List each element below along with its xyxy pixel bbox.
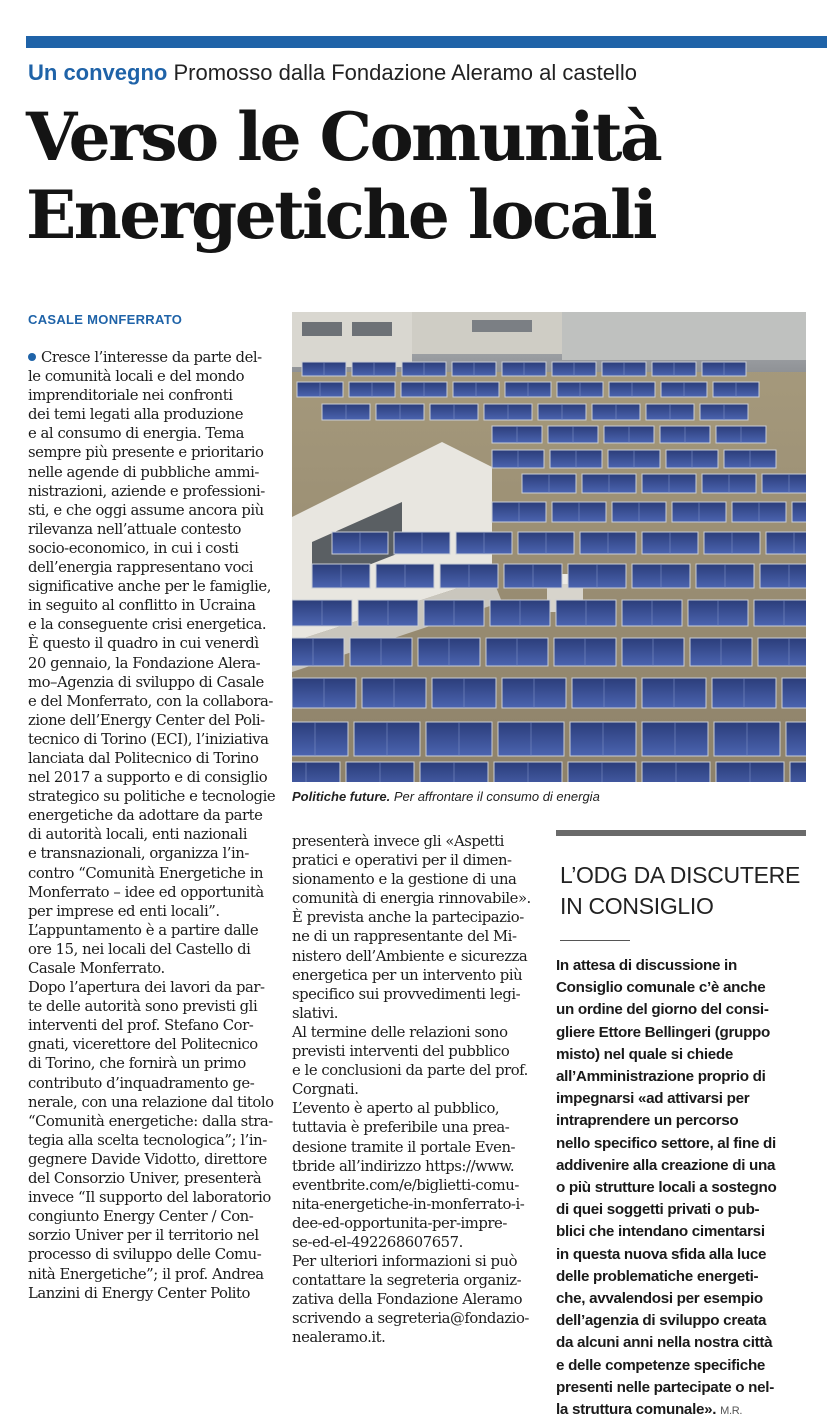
text-line: dei temi legati alla produzione [28,406,244,424]
text-line: zativa della Fondazione Aleramo [292,1291,523,1309]
text-line: sempre più presente e prioritario [28,444,264,462]
kicker [28,60,637,86]
text-line: contattare la segreteria organiz- [292,1272,522,1290]
text-line: eventbrite.com/e/biglietti-comu- [292,1176,519,1194]
solar-roof-photo [292,312,806,782]
sidebar-line [556,1244,812,1266]
sidebar-line-text: di quei soggetti privati o pub- [556,1201,760,1219]
text-line: zione dell’Energy Center del Poli- [28,711,265,729]
sidebar-line-text: delle problematiche energeti- [556,1267,759,1285]
text-line: nità Energetiche”; il prof. Andrea [28,1265,264,1283]
sidebar-line-text: misto) nel quale si chiede [556,1045,734,1063]
text-line: desione tramite il portale Even- [292,1138,516,1156]
caption-text: Per affrontare il consumo di energia [393,789,600,804]
sidebar-line [556,1044,812,1066]
sidebar-line [556,1266,812,1288]
sidebar-line-text: intraprendere un percorso [556,1112,739,1130]
text-line: contro “Comunità Energetiche in [28,864,264,882]
text-line: del Consorzio Univer, presenterà [28,1170,262,1188]
text-line: strategico su politiche e tecnologie [28,788,276,806]
kicker-label: Un convegno [28,60,168,85]
text-line: socio-economico, in cui i costi [28,539,239,557]
sidebar-title-line-1: L’ODG DA DISCUTERE [560,862,800,888]
sidebar-line-text: blici che intendano cimentarsi [556,1223,765,1241]
text-line: imprenditoriale nei confronti [28,387,233,405]
sidebar-line [556,1066,812,1088]
text-line: congiunto Energy Center / Con- [28,1208,254,1226]
text-line: di Torino, che fornirà un primo [28,1055,246,1073]
sidebar-line [556,999,812,1021]
sidebar-line-text: In attesa di discussione in [556,957,737,974]
text-line: È questo il quadro in cui venerdì [28,635,259,653]
text-line: lanciata dal Politecnico di Torino [28,749,259,767]
text-line: gegnere Davide Vidotto, direttore [28,1150,267,1168]
sidebar-line [556,955,812,977]
sidebar-line [556,1022,812,1044]
text-line: Monferrato – idee ed opportunità [28,883,264,901]
text-line: comunità di energia rinnovabile». [292,890,531,908]
text-line: e al consumo di energia. Tema [28,425,244,443]
sidebar-divider [560,940,630,941]
text-line: nistrazioni, aziende e professioni- [28,482,265,500]
sidebar-line [556,1088,812,1110]
text-line: 20 gennaio, la Fondazione Alera- [28,654,261,672]
sidebar-line [556,1199,812,1221]
text-line: previsti interventi del pubblico [292,1043,510,1061]
text-line: invece “Il supporto del laboratorio [28,1189,271,1207]
text-line: energetica per un intervento più [292,966,523,984]
text-line: e le conclusioni da parte del prof. [292,1062,528,1080]
sidebar-line [556,1155,812,1177]
text-line: specifico sui provvedimenti legi- [292,985,521,1003]
sidebar-line-text: e delle competenze specifiche [556,1356,766,1374]
sidebar-line [556,1399,812,1422]
sidebar-line-text: presenti nelle partecipate o nel- [556,1378,774,1396]
text-line: È prevista anche la partecipazio- [292,909,524,927]
text-line: nelle agende di pubbliche ammi- [28,463,259,481]
text-line: tecnico di Torino (ECI), l’iniziativa [28,730,269,748]
text-line: energetiche da adottare da parte [28,807,263,825]
sidebar-line [556,1310,812,1332]
text-line: L’appuntamento è a partire dalle [28,921,259,939]
text-line: le comunità locali e del mondo [28,368,245,386]
text-line: contributo d’inquadramento ge- [28,1074,255,1092]
kicker-subtitle: Promosso dalla Fondazione Aleramo al castello [173,60,637,85]
text-line: presenterà invece gli «Aspetti [292,833,504,850]
text-line: sionamento e la gestione di una [292,871,517,889]
sidebar-body [556,955,812,1422]
text-line: sti, e che oggi assume ancora più [28,501,264,519]
sidebar-line-text: la struttura comunale». [556,1401,717,1419]
text-line: scrivendo a segreteria@fondazio- [292,1310,529,1328]
text-line: pratici e operativi per il dimen- [292,852,512,870]
text-line: tbride all’indirizzo https://www. [292,1157,515,1175]
text-line [28,348,281,367]
text-line: Dopo l’apertura dei lavori da par- [28,979,265,997]
text-line: L’evento è aperto al pubblico, [292,1100,500,1118]
text-line: mo–Agenzia di sviluppo di Casale [28,673,264,691]
text-line: Casale Monferrato. [28,960,165,977]
headline-line-1: Verso le Comunità [26,98,661,176]
text-line: in seguito al conflitto in Ucraina [28,597,256,615]
bullet-icon [28,353,36,361]
sidebar-line [556,1221,812,1243]
text-line: rilevanza nell’attuale contesto [28,520,241,538]
sidebar-line [556,1288,812,1310]
text-line: tuttavia è preferibile una prea- [292,1119,510,1137]
headline-line-2: Energetiche locali [26,176,656,254]
sidebar-line-text: in questa nuova sfida alla luce [556,1245,767,1263]
sidebar-line [556,1377,812,1399]
text-line: e del Monferrato, con la collabora- [28,692,273,710]
author-signature: M.R. [720,1405,743,1418]
text-line: Corgnati. [292,1081,359,1099]
sidebar-line [556,1332,812,1354]
text-line: tegia alla scelta tecnologica”; l’in- [28,1131,267,1149]
sidebar-line-text: un ordine del giorno del consi- [556,1001,769,1019]
text-line: Per ulteriori informazioni si può [292,1253,518,1271]
sidebar-title [560,860,800,922]
sidebar-line-text: da alcuni anni nella nostra città [556,1334,773,1352]
text-line: gnati, vicerettore del Politecnico [28,1036,258,1054]
article-column-1 [28,348,281,1303]
sidebar-line [556,1355,812,1377]
sidebar-title-line-2: IN CONSIGLIO [560,893,714,919]
sidebar-line-text: nello specifico settore, al fine di [556,1134,776,1152]
text-line: nistero dell’Ambiente e sicurezza [292,947,528,965]
sidebar-rule [556,830,806,836]
dateline: CASALE MONFERRATO [28,312,183,327]
sidebar-line [556,1110,812,1132]
sidebar-line-text: gliere Ettore Bellingeri (gruppo [556,1023,771,1041]
text-line: significative anche per le famiglie, [28,578,271,596]
sidebar-line-text: o più strutture locali a sostegno [556,1179,777,1197]
headline [26,98,660,254]
text-line: Lanzini di Energy Center Polito [28,1284,250,1302]
text-line: per imprese ed enti locali”. [28,902,220,920]
caption-bold: Politiche future. [292,789,391,804]
text-line: nel 2017 a supporto e di consiglio [28,769,268,787]
text-line: se-ed-el-492268607657. [292,1233,463,1251]
text-line: ore 15, nei locali del Castello di [28,940,251,958]
photo-caption [292,789,600,804]
text-line: nerale, con una relazione dal titolo [28,1093,274,1111]
sidebar-line-text: Consiglio comunale c’è anche [556,979,766,997]
sidebar-line-text: che, avvalendosi per esempio [556,1290,763,1308]
sidebar-line [556,1177,812,1199]
text-line: ne di un rappresentante del Mi- [292,928,517,946]
text-line: te delle autorità sono previsti gli [28,998,258,1016]
text-line: processo di sviluppo delle Comu- [28,1246,262,1264]
text-line: dell’energia rappresentano voci [28,559,254,577]
text-line: e transnazionali, organizza l’in- [28,845,249,863]
solar-panels-illustration [292,312,806,782]
text-line: Al termine delle relazioni sono [292,1023,508,1041]
sidebar-line-text: addivenire alla creazione di una [556,1156,776,1174]
sidebar-line-text: impegnarsi «ad attivarsi per [556,1090,750,1108]
text-line: e la conseguente crisi energetica. [28,616,267,634]
text-line-content: Cresce l’interesse da parte del- [41,349,262,366]
top-rule [26,36,827,48]
text-line: interventi del prof. Stefano Cor- [28,1017,254,1035]
text-line: di autorità locali, enti nazionali [28,826,247,844]
text-line: nita-energetiche-in-monferrato-i- [292,1195,525,1213]
text-line: nealeramo.it. [292,1329,386,1347]
sidebar-line-text: all’Amministrazione proprio di [556,1068,766,1086]
text-line: slativi. [292,1004,339,1022]
text-line: “Comunità energetiche: dalla stra- [28,1112,273,1130]
text-line: dee-ed-opportunita-per-impre- [292,1214,507,1232]
article-column-2 [292,832,542,1348]
sidebar-line [556,1133,812,1155]
text-line: sorzio Univer per il territorio nel [28,1227,259,1245]
sidebar-line [556,977,812,999]
sidebar-line-text: dell’agenzia di sviluppo creata [556,1312,767,1330]
